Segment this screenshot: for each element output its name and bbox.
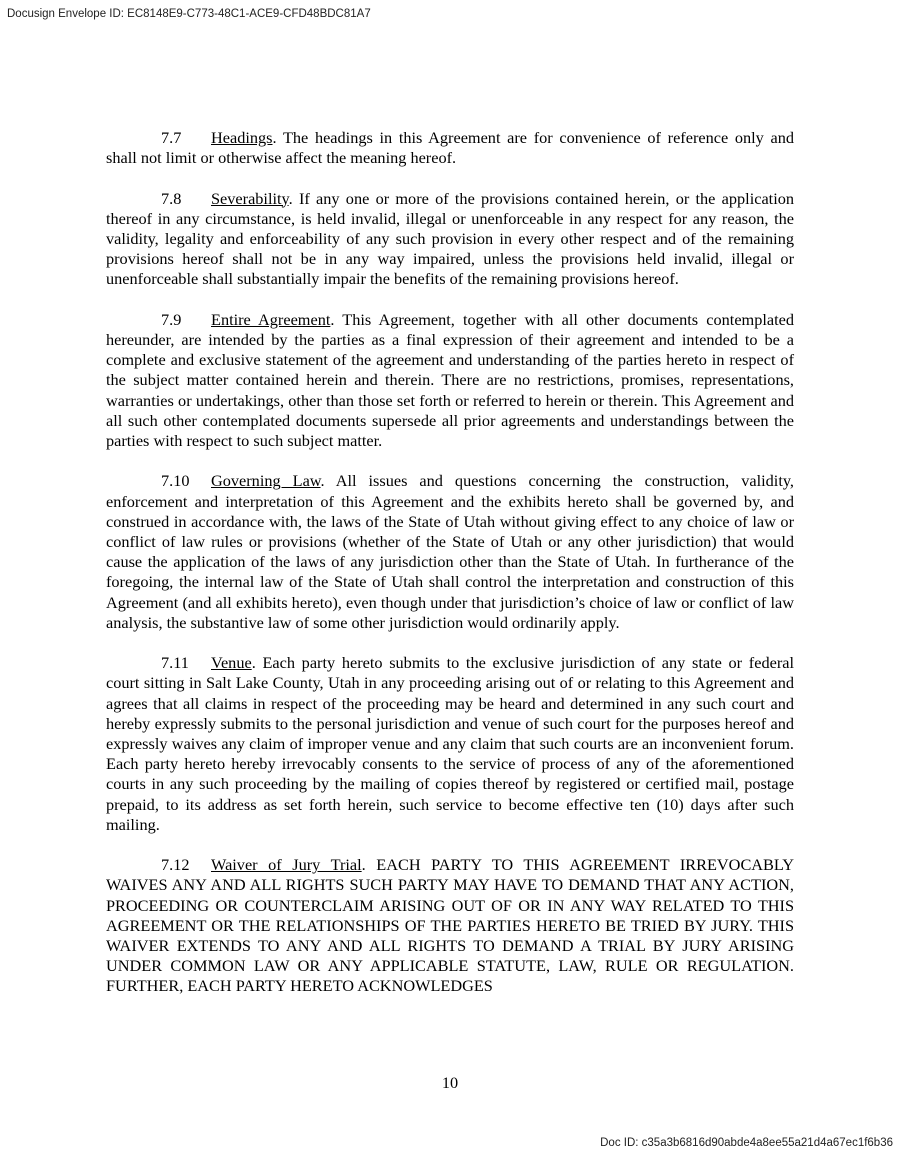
- section-number: 7.12: [161, 855, 190, 875]
- section-text: . If any one or more of the provisions contained herein, or the application thereof in any circumstance, is held invalid, illegal or unenforceable in any respect for any reason, the validity, legality and enforceability of any such provision in every other respect and of the remaining provisions hereof shall not be in any way impaired, unless the provisions held invalid, illegal or unenforceable shall substantially impair the benefits of the remaining provisions hereof.: [106, 188, 794, 289]
- document-body: [106, 128, 794, 1017]
- section-7-9: [106, 310, 794, 451]
- section-7-10: [106, 471, 794, 633]
- section-7-12: [106, 855, 794, 996]
- docusign-envelope-id: Docusign Envelope ID: EC8148E9-C773-48C1-ACE9-CFD48BDC81A7: [7, 8, 371, 20]
- section-number: 7.11: [161, 653, 189, 673]
- section-number: 7.7: [161, 128, 182, 147]
- section-number: 7.8: [161, 188, 182, 208]
- section-heading: Entire Agreement: [211, 309, 331, 329]
- section-number: 7.9: [161, 309, 182, 329]
- section-text: . Each party hereto submits to the exclusive jurisdiction of any state or federal court sitting in Salt Lake County, Utah in any proceeding arising out of or relating to this Agreement and agrees that all claims in respect of the proceeding may be heard and determined in any such court and hereby expressly submits to the personal jurisdiction and venue of such court for the purposes hereof and expressly waives any claim of improper venue and any claim that such courts are an inconvenient forum. Each party hereto hereby irrevocably consents to the service of process of any of the aforementioned courts in any such proceeding by the mailing of copies thereof by registered or certified mail, postage prepaid, to its address as set forth herein, such service to become effective ten (10) days after such mailing.: [106, 653, 794, 834]
- section-heading: Waiver of Jury Trial: [211, 855, 362, 875]
- section-7-11: [106, 653, 794, 835]
- page-number: 10: [441, 1073, 459, 1092]
- section-heading: Headings: [211, 128, 273, 147]
- section-text: . The headings in this Agreement are for convenience of reference only and shall not limit or otherwise affect the meaning hereof.: [106, 128, 794, 168]
- section-heading: Governing Law: [211, 471, 321, 491]
- section-heading: Venue: [211, 653, 252, 673]
- section-text: . All issues and questions concerning the construction, validity, enforcement and interpretation of this Agreement and the exhibits hereto shall be governed by, and construed in accordance with, the laws of the State of Utah without giving effect to any choice of law or conflict of law rules or provisions (whether of the State of Utah or any other jurisdiction) that would cause the application of the laws of any jurisdiction other than the State of Utah. In furtherance of the foregoing, the internal law of the State of Utah shall control the interpretation and construction of this Agreement (and all exhibits hereto), even though under that jurisdiction’s choice of law or conflict of law analysis, the substantive law of some other jurisdiction would ordinarily apply.: [106, 471, 794, 632]
- section-7-7: [106, 128, 794, 168]
- document-id: Doc ID: c35a3b6816d90abde4a8ee55a21d4a67ec1f6b36: [600, 1137, 893, 1149]
- section-text: . This Agreement, together with all other documents contemplated hereunder, are intended by the parties as a final expression of their agreement and intended to be a complete and exclusive statement of the agreement and understanding of the parties hereto in respect of the subject matter contained herein and therein. There are no restrictions, promises, representations, warranties or undertakings, other than those set forth or referred to herein or therein. This Agreement and all such other contemplated documents supersede all prior agreements and understandings between the parties with respect to such subject matter.: [106, 309, 794, 451]
- section-7-8: [106, 189, 794, 290]
- section-number: 7.10: [161, 471, 190, 491]
- section-text: . EACH PARTY TO THIS AGREEMENT IRREVOCABLY WAIVES ANY AND ALL RIGHTS SUCH PARTY MAY HAVE TO DEMAND THAT ANY ACTION, PROCEEDING OR COUNTERCLAIM ARISING OUT OF OR IN ANY WAY RELATED TO THIS AGREEMENT OR THE RELATIONSHIPS OF THE PARTIES HERETO BE TRIED BY JURY. THIS WAIVER EXTENDS TO ANY AND ALL RIGHTS TO DEMAND A TRIAL BY JURY ARISING UNDER COMMON LAW OR ANY APPLICABLE STATUTE, LAW, RULE OR REGULATION. FURTHER, EACH PARTY HERETO ACKNOWLEDGES: [106, 855, 794, 996]
- section-heading: Severability: [211, 188, 289, 208]
